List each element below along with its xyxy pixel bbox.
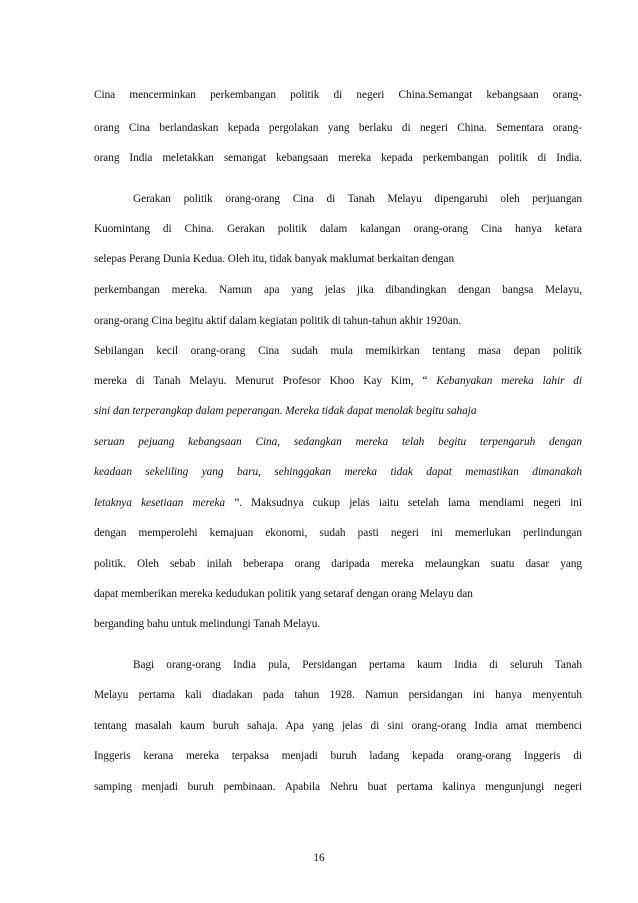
text-line: berganding bahu untuk melindungi Tanah Melayu.: [94, 618, 321, 630]
text-line: Kuomintang di China. Gerakan politik dalam kalangan orang-orang Cina hanya ketara: [94, 223, 582, 235]
text-line: dengan memperolehi kemajuan ekonomi, sudah pasti negeri ini memerlukan perlindungan: [94, 527, 582, 539]
quote-line: keadaan sekeliling yang baru, sehinggakan mereka tidak dapat memastikan dimanakah: [94, 466, 582, 478]
text-line: Bagi orang-orang India pula, Persidangan pertama kaum India di seluruh Tanah: [133, 659, 582, 671]
text-line: Sebilangan kecil orang-orang Cina sudah mula memikirkan tentang masa depan politik: [94, 345, 582, 357]
quote-text: letaknya kesetiaan mereka: [94, 497, 226, 509]
text-line: Gerakan politik orang-orang Cina di Tanah Melayu dipengaruhi oleh perjuangan: [133, 193, 582, 205]
text-line: tentang masalah kaum buruh sahaja. Apa yang jelas di sini orang-orang India amat membenci: [94, 720, 582, 732]
text-line: Melayu pertama kali diadakan pada tahun 1928. Namun persidangan ini hanya menyentuh: [94, 689, 582, 701]
text-line: Cina mencerminkan perkembangan politik di negeri China.Semangat kebangsaan orang-: [94, 89, 582, 101]
quote-text: Kebanyakan mereka lahir di: [436, 375, 582, 387]
text-line: perkembangan mereka. Namun apa yang jelas jika dibandingkan dengan bangsa Melayu,: [94, 284, 582, 296]
text-span: mereka di Tanah Melayu. Menurut Profesor Khoo Kay Kim, “: [94, 375, 437, 387]
text-line: dapat memberikan mereka kedudukan politik yang setaraf dengan orang Melayu dan: [94, 588, 473, 600]
text-line: selepas Perang Dunia Kedua. Oleh itu, tidak banyak maklumat berkaitan dengan: [94, 253, 455, 265]
text-line: orang Cina berlandaskan kepada pergolakan yang berlaku di negeri China. Sementara orang-: [94, 122, 582, 134]
text-line-quote-start: [94, 374, 582, 388]
text-line: Inggeris kerana mereka terpaksa menjadi buruh ladang kepada orang-orang Inggeris di: [94, 750, 582, 762]
text-line-quote-end: [94, 496, 582, 510]
text-line: orang-orang Cina begitu aktif dalam kegiatan politik di tahun-tahun akhir 1920an.: [94, 315, 462, 327]
page-number: 16: [313, 852, 325, 864]
text-line: politik. Oleh sebab inilah beberapa orang daripada mereka melaungkan suatu dasar yang: [94, 558, 582, 570]
quote-line: seruan pejuang kebangsaan Cina, sedangkan mereka telah begitu terpengaruh dengan: [94, 436, 582, 448]
text-line: samping menjadi buruh pembinaan. Apabila Nehru buat pertama kalinya mengunjungi negeri: [94, 781, 582, 793]
text-span: ”. Maksudnya cukup jelas iaitu setelah lama mendiami negeri ini: [225, 497, 582, 509]
text-line: orang India meletakkan semangat kebangsaan mereka kepada perkembangan politik di India.: [94, 152, 582, 164]
quote-line: sini dan terperangkap dalam peperangan. Mereka tidak dapat menolak begitu sahaja: [94, 405, 477, 417]
